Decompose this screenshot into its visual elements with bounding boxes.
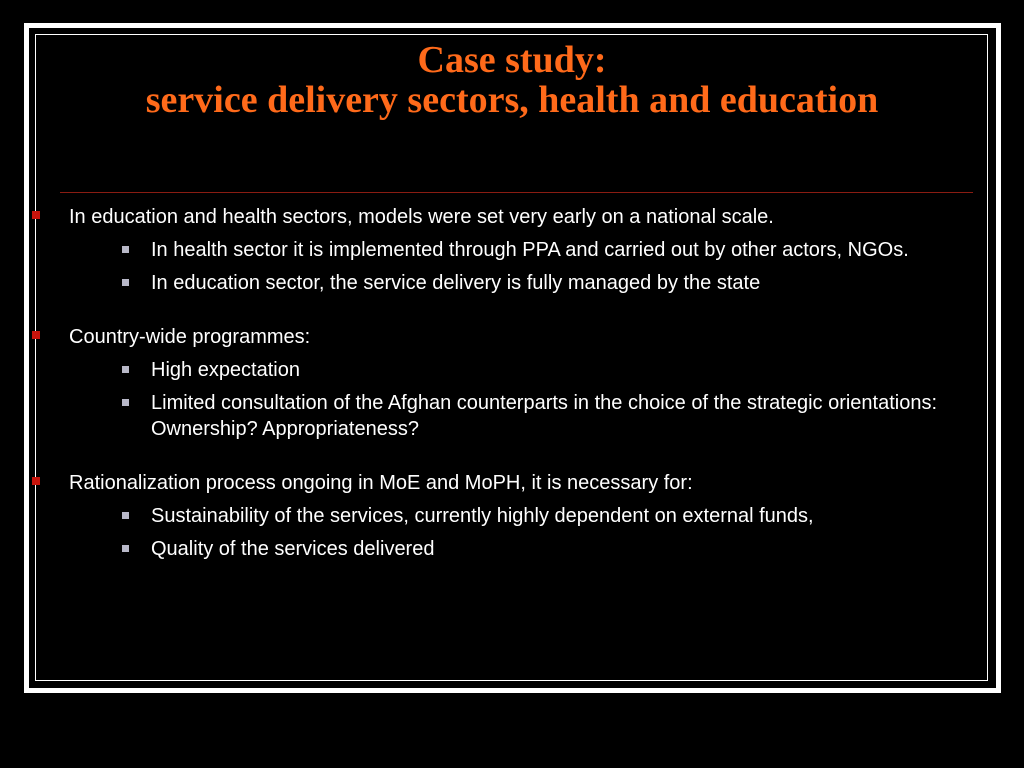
sub-bullet-list	[69, 357, 1007, 442]
sub-bullet-item	[69, 270, 1007, 296]
slide-body	[32, 202, 1007, 562]
sub-bullet-item	[69, 536, 1007, 562]
sub-bullet-text: High expectation	[151, 359, 300, 381]
sub-bullet-list	[69, 503, 1007, 562]
slide-title	[40, 40, 984, 120]
sub-bullet-text: In education sector, the service delivery is fully managed by the state	[151, 272, 761, 294]
square-bullet-icon	[32, 331, 40, 339]
square-bullet-icon	[32, 211, 40, 219]
bullet-text: Country-wide programmes:	[69, 326, 311, 348]
bullet-item	[32, 468, 1007, 562]
bullet-item	[32, 322, 1007, 442]
title-divider	[60, 192, 973, 193]
sub-bullet-text: In health sector it is implemented through PPA and carried out by other actors, NGOs.	[151, 239, 909, 261]
slide-title-line-1: Case study:	[417, 39, 607, 81]
sub-bullet-list	[69, 237, 1007, 296]
slide-title-line-2: service delivery sectors, health and education	[145, 79, 879, 121]
sub-bullet-text: Limited consultation of the Afghan counterparts in the choice of the strategic orientations: Ownership? Appropriateness?	[151, 392, 938, 440]
bullet-item	[32, 202, 1007, 296]
sub-bullet-item	[69, 390, 1007, 442]
square-sub-bullet-icon	[122, 279, 129, 286]
sub-bullet-item	[69, 237, 1007, 263]
sub-bullet-item	[69, 503, 1007, 529]
sub-bullet-text: Quality of the services delivered	[151, 538, 435, 560]
sub-bullet-item	[69, 357, 1007, 383]
sub-bullet-text: Sustainability of the services, currently highly dependent on external funds,	[151, 505, 814, 527]
bullet-text: Rationalization process ongoing in MoE and MoPH, it is necessary for:	[69, 472, 693, 494]
square-sub-bullet-icon	[122, 246, 129, 253]
square-bullet-icon	[32, 477, 40, 485]
square-sub-bullet-icon	[122, 512, 129, 519]
bullet-text: In education and health sectors, models were set very early on a national scale.	[69, 206, 774, 228]
square-sub-bullet-icon	[122, 399, 129, 406]
square-sub-bullet-icon	[122, 545, 129, 552]
square-sub-bullet-icon	[122, 366, 129, 373]
